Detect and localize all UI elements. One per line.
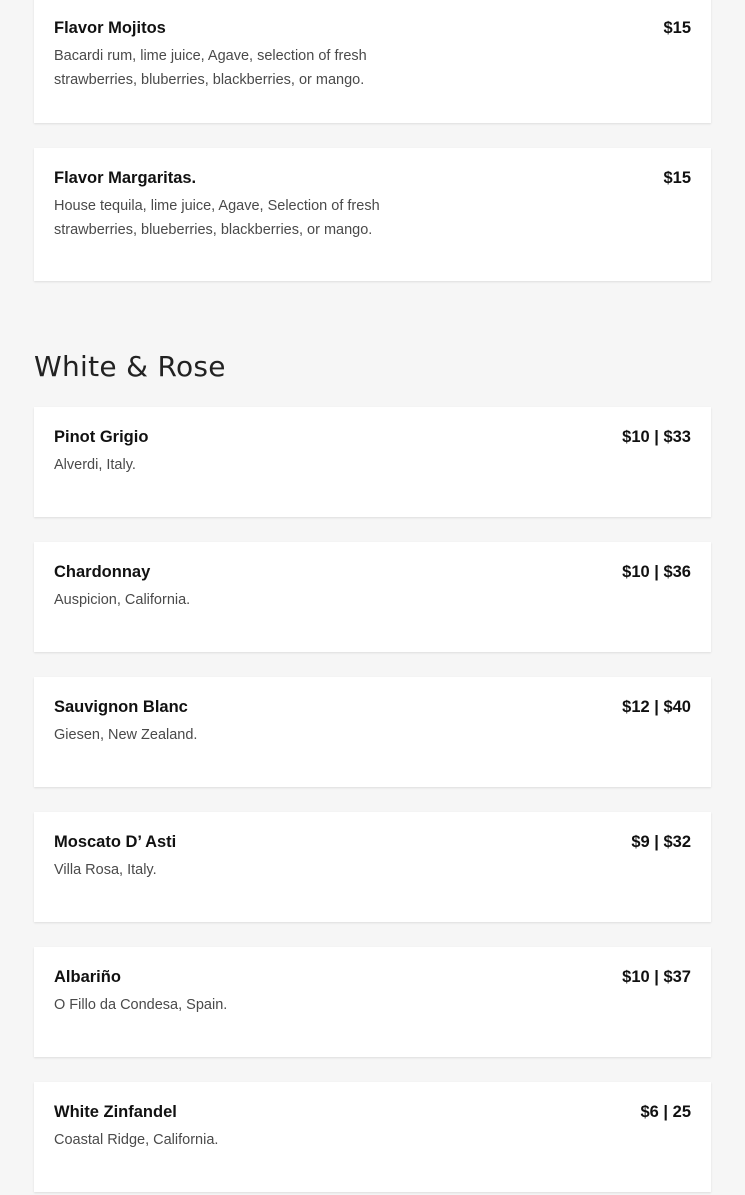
menu-item-price: $10 | $36 <box>622 563 691 581</box>
menu-item-price: $10 | $33 <box>622 428 691 446</box>
menu-item-description: O Fillo da Condesa, Spain. <box>54 997 228 1013</box>
menu-item-card <box>34 542 711 652</box>
menu-item-price: $15 <box>663 19 691 37</box>
menu-item-description: Auspicion, California. <box>54 592 191 608</box>
menu-item-name: Pinot Grigio <box>54 428 149 446</box>
menu-item-price: $6 | 25 <box>640 1103 691 1121</box>
menu-item-card <box>34 677 711 787</box>
menu-item-header <box>54 18 691 39</box>
menu-item-description: Giesen, New Zealand. <box>54 727 198 743</box>
menu-item-description: Alverdi, Italy. <box>54 457 136 473</box>
menu-item-price: $12 | $40 <box>622 698 691 716</box>
menu-item-header <box>54 168 691 189</box>
menu-item-price: $9 | $32 <box>631 833 691 851</box>
menu-item-card <box>34 812 711 922</box>
section-title: White & Rose <box>34 350 226 383</box>
menu-item-name: Moscato D’ Asti <box>54 833 177 851</box>
menu-item-description: Bacardi rum, lime juice, Agave, selection of fresh strawberries, bluberries, blackberries, or mango. <box>54 48 367 88</box>
menu-item-name: Sauvignon Blanc <box>54 698 188 716</box>
menu-item-header <box>54 697 691 718</box>
menu-item-price: $10 | $37 <box>622 968 691 986</box>
menu-item-description: Villa Rosa, Italy. <box>54 862 157 878</box>
menu-item-name: Albariño <box>54 968 121 986</box>
menu-item-card <box>34 148 711 281</box>
menu-item-header <box>54 967 691 988</box>
menu-item-card <box>34 947 711 1057</box>
menu-item-header <box>54 832 691 853</box>
menu-item-price: $15 <box>663 169 691 187</box>
menu-item-header <box>54 562 691 583</box>
menu-item-header <box>54 1102 691 1123</box>
menu-item-name: Flavor Margaritas. <box>54 169 197 187</box>
menu-item-description: Coastal Ridge, California. <box>54 1132 219 1148</box>
menu-item-card <box>34 407 711 517</box>
menu-item-name: White Zinfandel <box>54 1103 177 1121</box>
menu-item-name: Chardonnay <box>54 563 151 581</box>
menu-item-name: Flavor Mojitos <box>54 19 166 37</box>
menu-item-description: House tequila, lime juice, Agave, Selection of fresh strawberries, blueberries, blackberries, or mango. <box>54 198 380 238</box>
menu-item-header <box>54 427 691 448</box>
menu-item-card <box>34 0 711 123</box>
menu-item-card <box>34 1082 711 1192</box>
